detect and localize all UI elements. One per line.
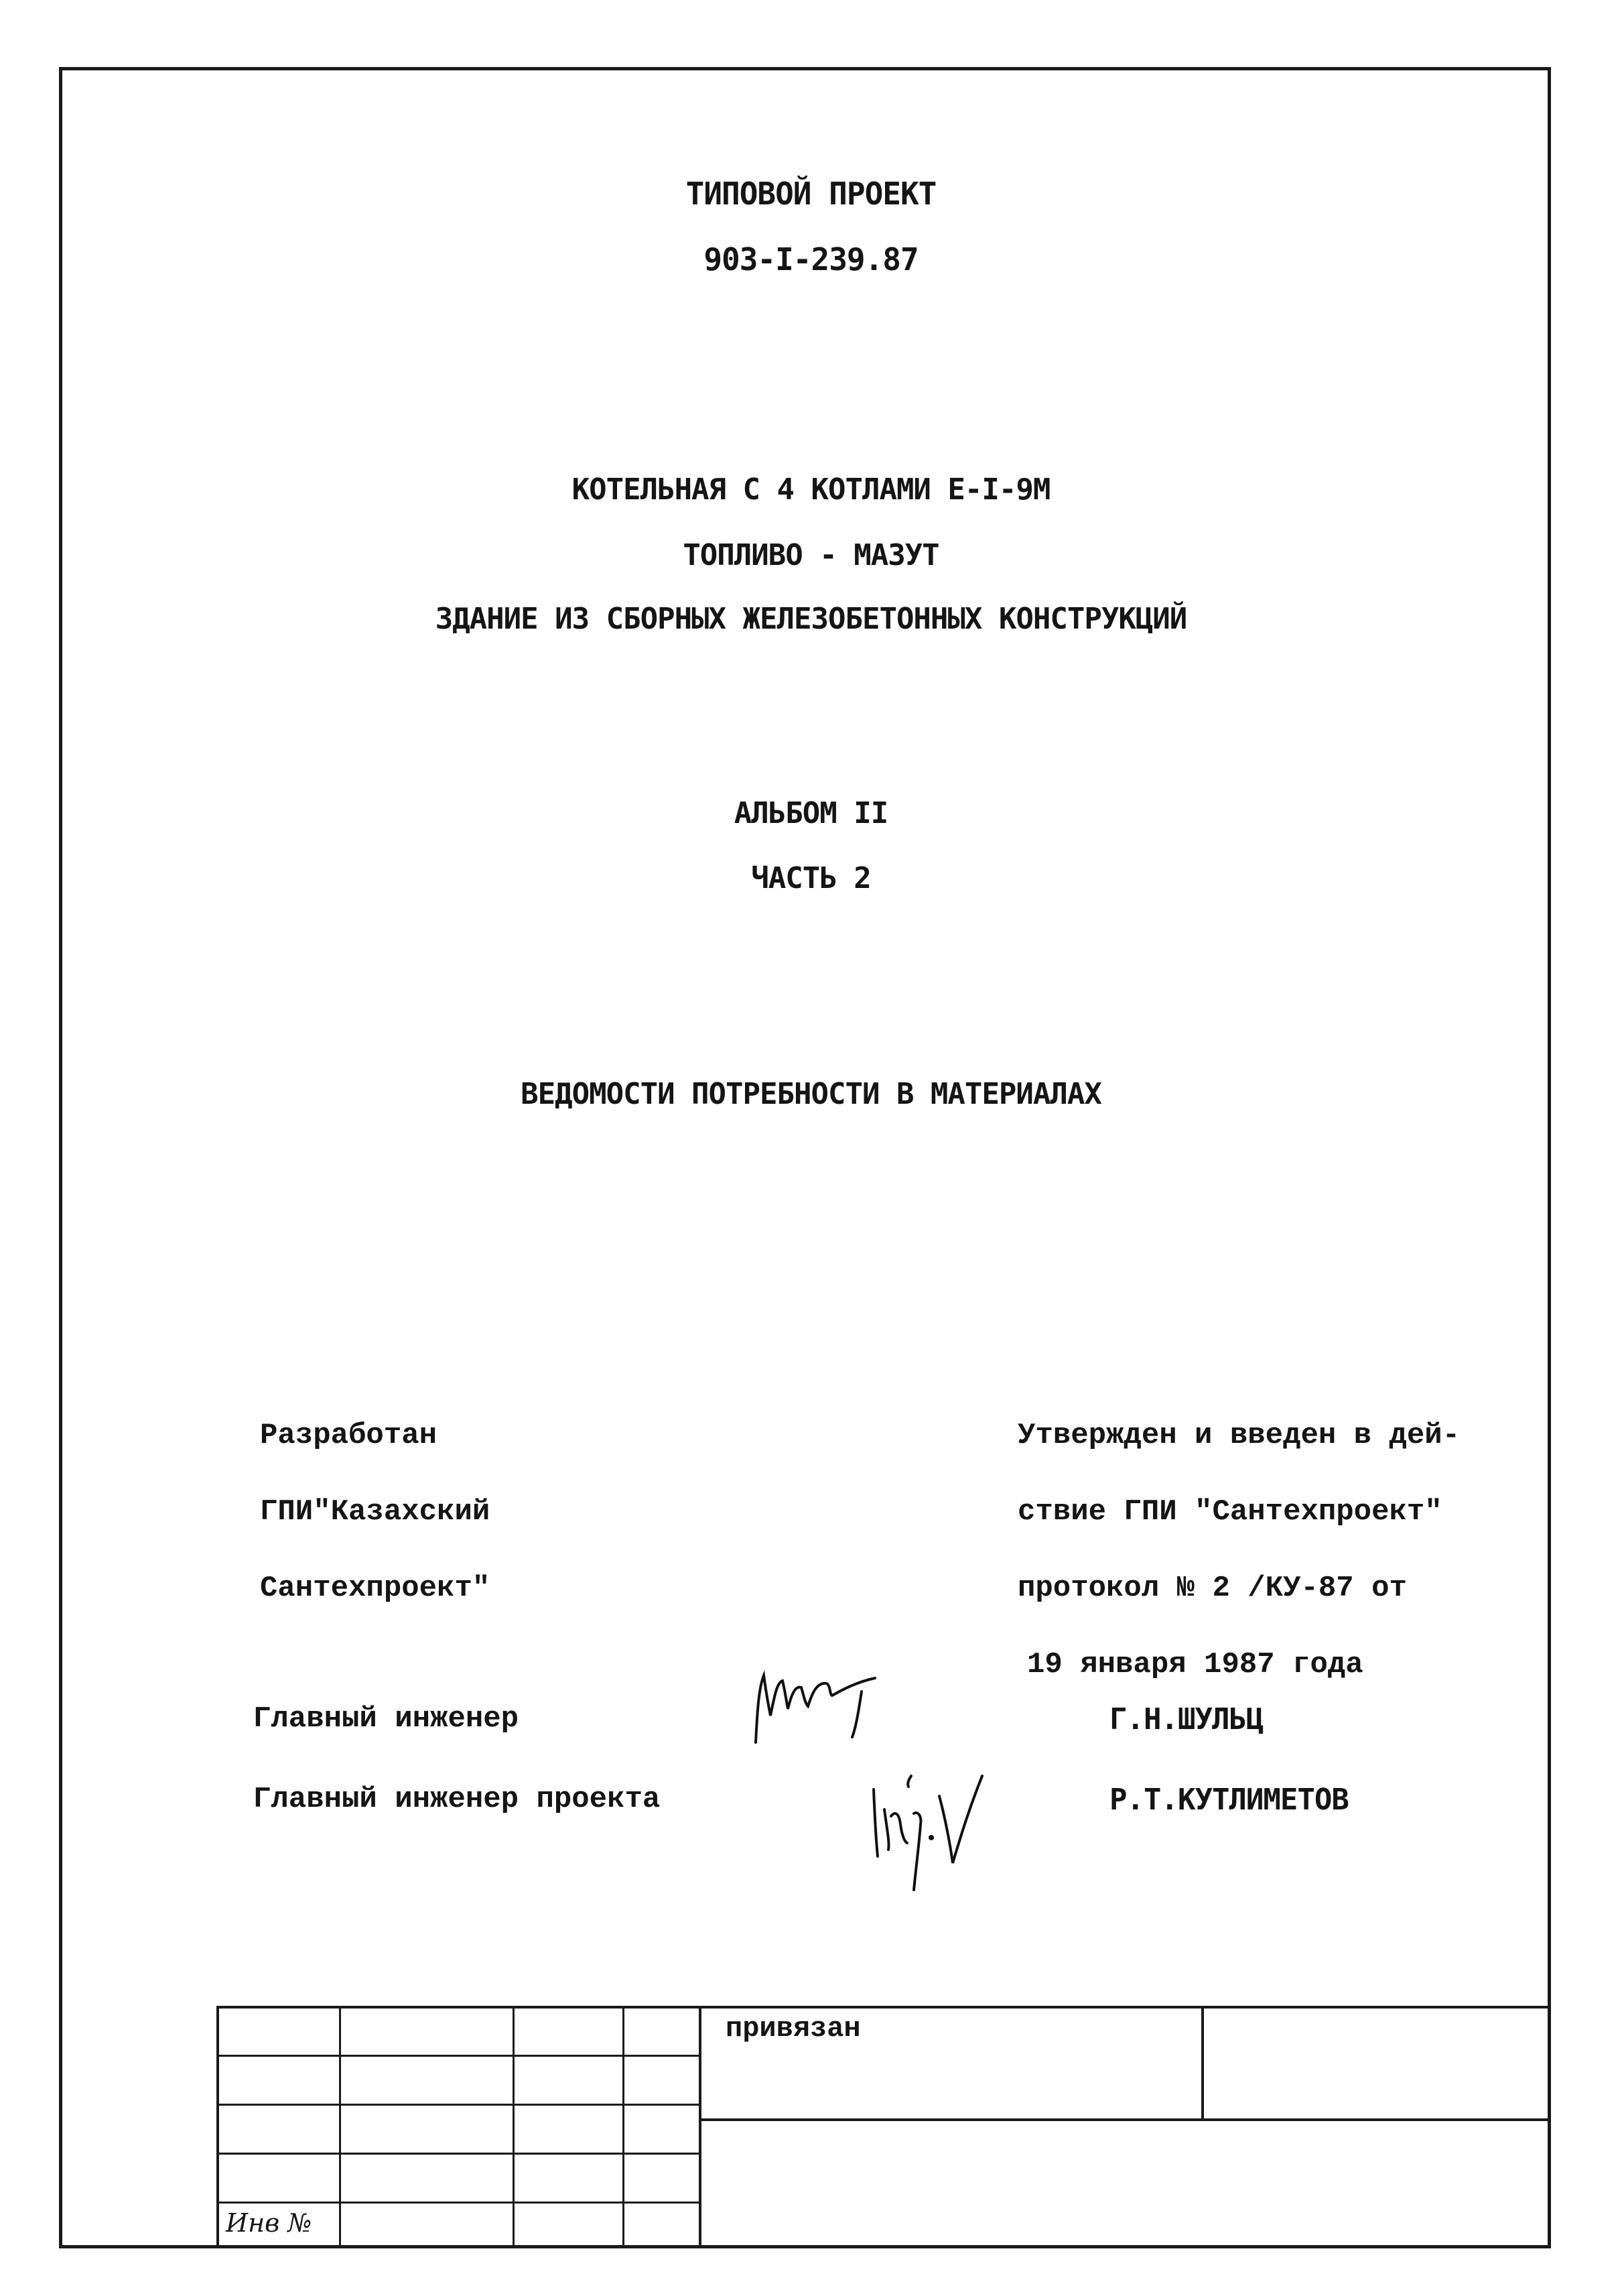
approval-line-1: Утвержден и введен в дей- <box>1018 1419 1461 1452</box>
page-frame <box>59 67 1551 2248</box>
chief-project-engineer-name: Р.Т.КУТЛИМЕТОВ <box>1109 1783 1349 1817</box>
developed-line-1: Разработан <box>260 1419 437 1452</box>
approval-line-4: 19 января 1987 года <box>1027 1648 1363 1681</box>
bound-label: привязан <box>726 2013 861 2045</box>
approval-line-2: ствие ГПИ "Сантехпроект" <box>1018 1495 1442 1529</box>
developed-line-3: Сантехпроект" <box>260 1572 490 1605</box>
approval-block <box>1018 1372 1460 1703</box>
title-line-boilers: КОТЕЛЬНАЯ С 4 КОТЛАМИ Е-I-9М <box>571 472 1051 507</box>
title-stamp <box>216 2006 1551 2248</box>
chief-engineer-name: Г.Н.ШУЛЬЦ <box>1109 1702 1264 1736</box>
chief-engineer-role: Главный инженер <box>253 1702 519 1736</box>
project-type-heading: ТИПОВОЙ ПРОЕКТ <box>685 176 937 212</box>
title-line-fuel: ТОПЛИВО - МАЗУТ <box>683 538 939 572</box>
developed-line-2: ГПИ"Казахский <box>260 1495 490 1529</box>
inventory-number-label: Инв № <box>226 2208 312 2238</box>
chief-project-engineer-signature <box>864 1749 1025 1903</box>
project-number: 903-I-239.87 <box>703 241 919 277</box>
document-subject: ВЕДОМОСТИ ПОТРЕБНОСТИ В МАТЕРИАЛАХ <box>521 1077 1101 1111</box>
approval-line-3: протокол № 2 /КУ-87 от <box>1018 1572 1407 1605</box>
album-number: АЛЬБОМ II <box>734 796 888 830</box>
chief-project-engineer-role: Главный инженер проекта <box>253 1783 661 1816</box>
developed-by-block <box>260 1372 490 1627</box>
album-part: ЧАСТЬ 2 <box>751 861 871 895</box>
title-line-building: ЗДАНИЕ ИЗ СБОРНЫХ ЖЕЛЕЗОБЕТОННЫХ КОНСТРУКЦИЙ <box>435 602 1187 636</box>
